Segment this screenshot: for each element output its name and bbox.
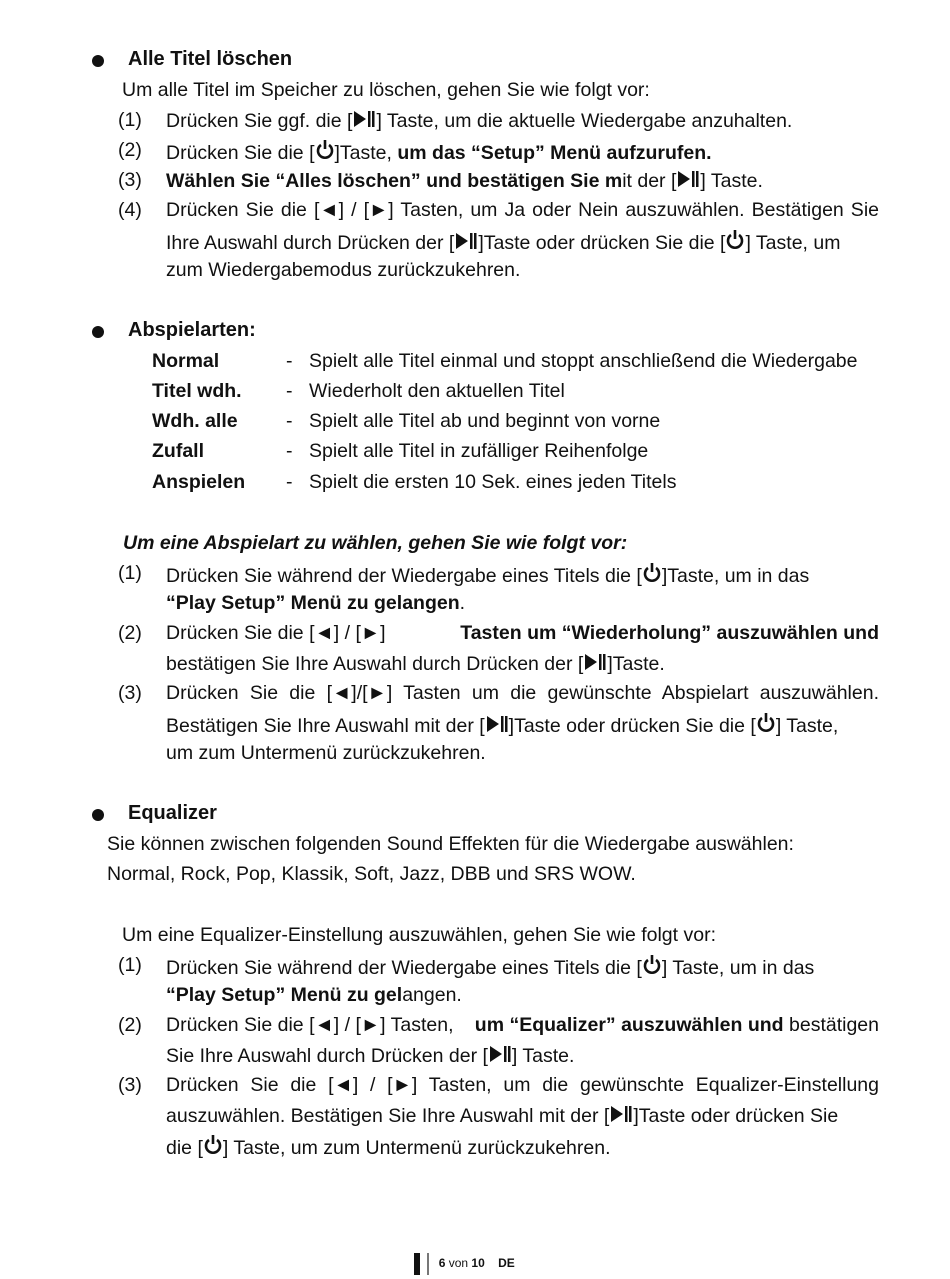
power-icon <box>642 565 662 587</box>
mode-desc: Spielt alle Titel einmal und stoppt anschließend die Wiedergabe <box>309 350 858 372</box>
step-text: “Play Setup” Menü zu gelangen. <box>166 984 462 1006</box>
play-pause-icon <box>609 1105 633 1127</box>
step-text: bestätigen Sie Ihre Auswahl durch Drücken der [ ]Taste. <box>166 653 665 675</box>
step-text: Wählen Sie “Alles löschen” und bestätigen Sie mit der [ ] Taste. <box>166 170 763 192</box>
step-number: (4) <box>118 199 142 221</box>
step-text: Drücken Sie während der Wiedergabe eines Titels die [ ]Taste, um in das <box>166 565 810 587</box>
mode-dash: - <box>286 350 293 372</box>
step-text: Drücken Sie die [◄] / [►] Tasten um “Wiederholung” auszuwählen und <box>166 622 879 644</box>
step-number: (2) <box>118 139 142 161</box>
play-pause-icon <box>485 715 509 737</box>
step-number: (1) <box>118 109 142 131</box>
mode-term: Zufall <box>152 440 204 462</box>
step-text: zum Wiedergabemodus zurückzukehren. <box>166 259 521 281</box>
language-code: DE <box>498 1256 515 1270</box>
step-text: Sie Ihre Auswahl durch Drücken der [ ] Taste. <box>166 1045 575 1067</box>
subsection-heading: Um eine Abspielart zu wählen, gehen Sie wie folgt vor: <box>123 532 628 554</box>
mode-desc: Wiederholt den aktuellen Titel <box>309 380 565 402</box>
mode-desc: Spielt die ersten 10 Sek. eines jeden Titels <box>309 471 677 493</box>
mode-desc: Spielt alle Titel in zufälliger Reihenfolge <box>309 440 649 462</box>
mode-dash: - <box>286 410 293 432</box>
play-pause-icon <box>454 232 478 254</box>
step-text: Drücken Sie die [◄] / [►] Tasten, um die gewünschte Equalizer-Einstellung <box>166 1074 879 1096</box>
step-number: (1) <box>118 954 142 976</box>
step-text: “Play Setup” Menü zu gelangen. <box>166 592 466 614</box>
step-number: (3) <box>118 1074 142 1096</box>
step-text: Drücken Sie während der Wiedergabe eines Titels die [ ] Taste, um in das <box>166 957 815 979</box>
step-text: Bestätigen Sie Ihre Auswahl mit der [ ]Taste oder drücken Sie die [ ] Taste, <box>166 715 839 737</box>
step-number: (3) <box>118 169 142 191</box>
step-text: Drücken Sie die [◄]/[►] Tasten um die gewünschte Abspielart auszuwählen. <box>166 682 879 704</box>
mode-dash: - <box>286 471 293 493</box>
section-title-equalizer: Equalizer <box>128 802 217 824</box>
page-total: 10 <box>471 1256 485 1270</box>
mode-term: Anspielen <box>152 471 246 493</box>
section-title-delete-all: Alle Titel löschen <box>128 48 293 70</box>
step-number: (3) <box>118 682 142 704</box>
step-text: Drücken Sie die [◄] / [►] Tasten, um “Equalizer” auszuwählen und bestätigen <box>166 1014 879 1036</box>
play-pause-icon <box>352 110 376 132</box>
power-icon <box>725 232 745 254</box>
power-icon <box>642 957 662 979</box>
section-title-play-modes: Abspielarten: <box>128 319 256 341</box>
step-number: (2) <box>118 622 142 644</box>
mode-term: Titel wdh. <box>152 380 242 402</box>
paragraph: Sie können zwischen folgenden Sound Effekten für die Wiedergabe auswählen: <box>107 833 794 855</box>
step-text: Drücken Sie die [ ]Taste, um das “Setup” Menü aufzurufen. <box>166 142 712 164</box>
step-number: (1) <box>118 562 142 584</box>
mode-dash: - <box>286 440 293 462</box>
section-intro: Um eine Equalizer-Einstellung auszuwählen, gehen Sie wie folgt vor: <box>122 924 716 946</box>
mode-term: Normal <box>152 350 220 372</box>
step-text: Drücken Sie ggf. die [ ] Taste, um die aktuelle Wiedergabe anzuhalten. <box>166 110 793 132</box>
page-sep: von <box>448 1256 469 1270</box>
page-footer <box>414 1253 515 1275</box>
mode-desc: Spielt alle Titel ab und beginnt von vorne <box>309 410 661 432</box>
step-number: (2) <box>118 1014 142 1036</box>
play-pause-icon <box>488 1045 512 1067</box>
step-text: die [ ] Taste, um zum Untermenü zurückzukehren. <box>166 1137 611 1159</box>
paragraph: Normal, Rock, Pop, Klassik, Soft, Jazz, DBB und SRS WOW. <box>107 863 636 885</box>
power-icon <box>203 1137 223 1159</box>
mode-term: Wdh. alle <box>152 410 238 432</box>
power-icon <box>756 715 776 737</box>
footer-bar-icon <box>427 1253 429 1275</box>
page-number: 6 <box>438 1256 446 1270</box>
section-intro: Um alle Titel im Speicher zu löschen, gehen Sie wie folgt vor: <box>122 79 650 101</box>
step-text: um zum Untermenü zurückzukehren. <box>166 742 486 764</box>
bullet-dot-icon <box>92 809 104 821</box>
power-icon <box>315 142 335 164</box>
play-pause-icon <box>583 653 607 675</box>
bullet-dot-icon <box>92 326 104 338</box>
bullet-dot-icon <box>92 55 104 67</box>
step-text: Ihre Auswahl durch Drücken der [ ]Taste oder drücken Sie die [ ] Taste, um <box>166 232 841 254</box>
mode-dash: - <box>286 380 293 402</box>
step-text: auszuwählen. Bestätigen Sie Ihre Auswahl mit der [ ]Taste oder drücken Sie <box>166 1105 839 1127</box>
footer-bar-icon <box>414 1253 420 1275</box>
play-pause-icon <box>676 170 700 192</box>
step-text: Drücken Sie die [◄] / [►] Tasten, um Ja oder Nein auszuwählen. Bestätigen Sie <box>166 199 879 221</box>
